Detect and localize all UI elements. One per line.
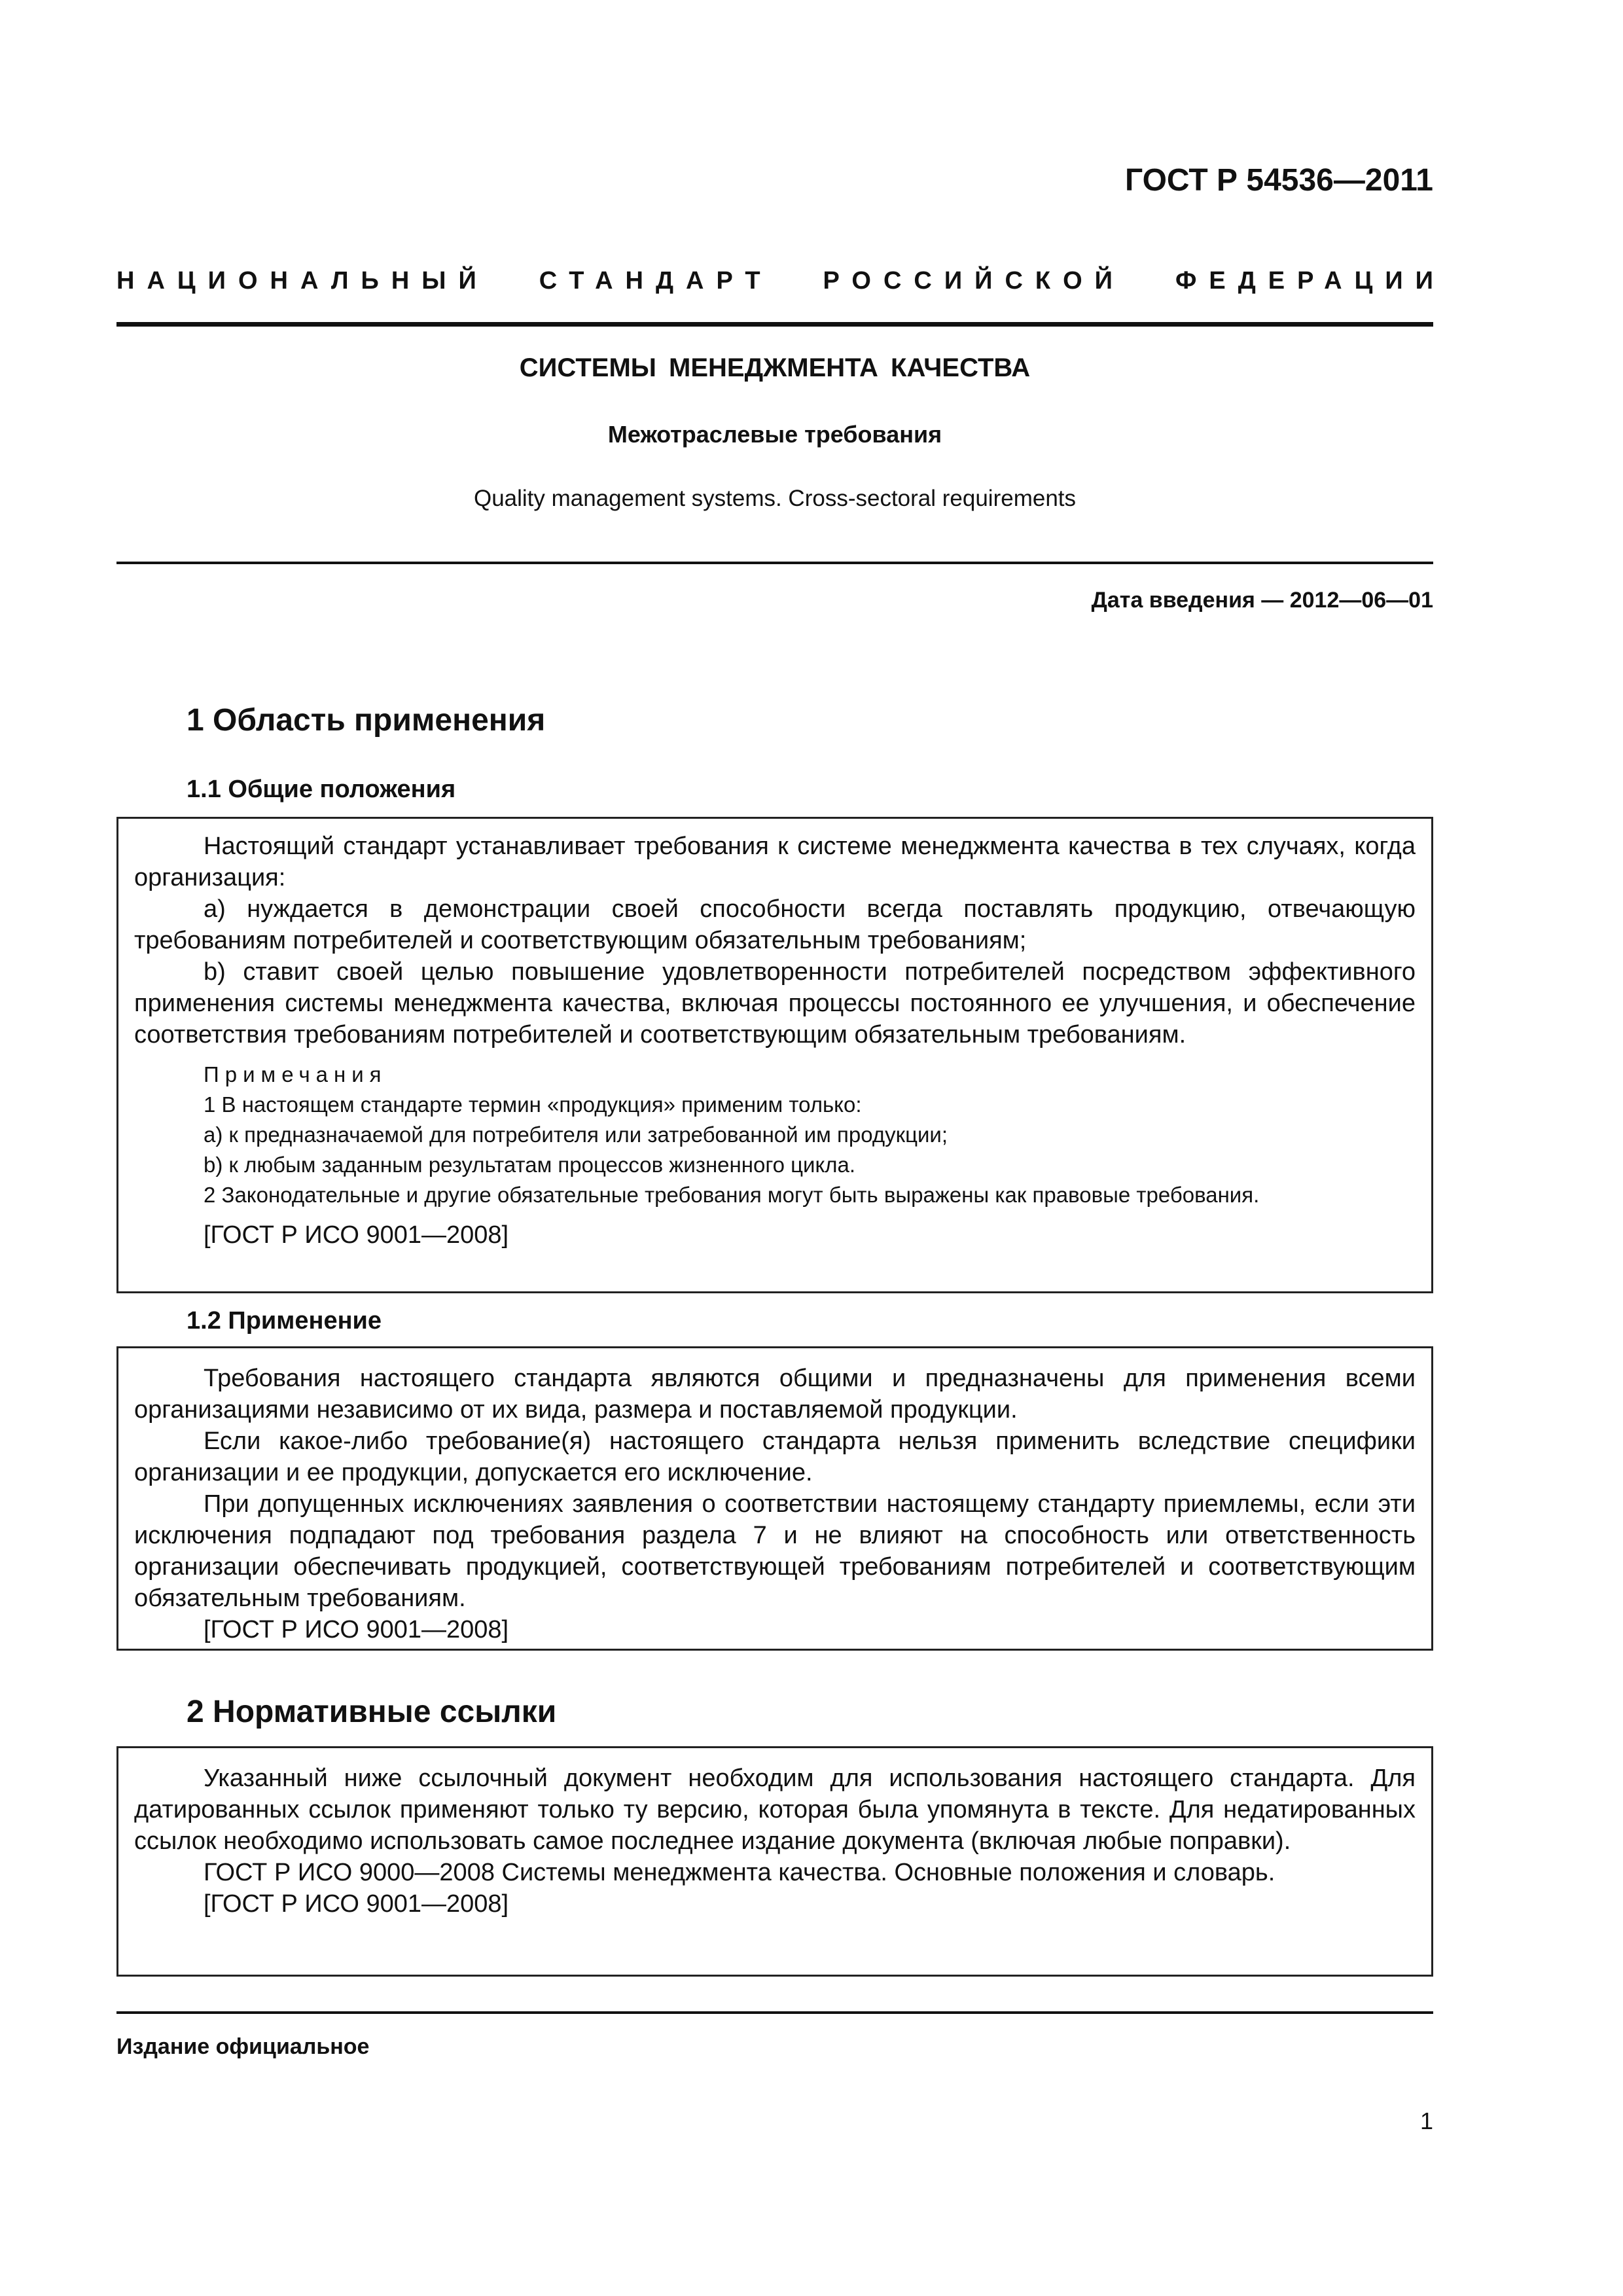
official-edition-label: Издание официальное [116,2034,370,2059]
paragraph: При допущенных исключениях заявления о соответствии настоящему стандарту приемлемы, если эти исключения подпадают под требования раздела 7 и не влияют на способность или ответственность организации обеспечивать продукцией, соответствующей требованиям потребителей и соответствующим обязательным требованиям. [134,1490,1416,1612]
national-word: НАЦИОНАЛЬНЫЙ [116,267,489,295]
national-word: ФЕДЕРАЦИИ [1175,267,1446,295]
subsection-heading: 1.2 Применение [187,1307,382,1335]
note-item: 1 В настоящем стандарте термин «продукция» применим только: [204,1092,862,1117]
general-provisions-box [116,817,1433,1293]
source-reference: [ГОСТ Р ИСО 9001—2008] [204,1890,509,1918]
note-item: 2 Законодательные и другие обязательные требования могут быть выражены как правовые требования. [204,1183,1260,1207]
notes-title: Примечания [204,1062,387,1086]
standard-number: ГОСТ Р 54536—2011 [1125,163,1433,198]
note-item: a) к предназначаемой для потребителя или затребованной им продукции; [204,1122,948,1147]
subsection-heading: 1.1 Общие положения [187,776,456,803]
document-title: СИСТЕМЫ МЕНЕДЖМЕНТА КАЧЕСТВА [519,353,1031,382]
page-number: 1 [1419,2108,1433,2134]
national-standard-line [116,267,1446,295]
paragraph: Указанный ниже ссылочный документ необходим для использования настоящего стандарта. Для датированных ссылок применяют только ту версию, которая была упомянута в тексте. Для недатированных ссылок необходимо использовать самое последнее издание документа (включая любые поправки). [134,1765,1416,1855]
notes-block [134,1060,1416,1210]
paragraph: Требования настоящего стандарта являются общими и предназначены для применения всеми организациями независимо от их вида, размера и поставляемой продукции. [134,1365,1416,1424]
section-heading: 2 Нормативные ссылки [187,1695,557,1729]
paragraph: Настоящий стандарт устанавливает требования к системе менеджмента качества в тех случаях, когда организация: [134,833,1416,891]
source-reference: [ГОСТ Р ИСО 9001—2008] [204,1616,509,1643]
introduction-date: Дата введения — 2012—06—01 [1091,588,1433,613]
footer-rule [116,2011,1433,2014]
application-box [116,1346,1433,1651]
document-subtitle: Межотраслевые требования [607,421,942,448]
paragraph: b) ставит своей целью повышение удовлетворенности потребителей посредством эффективного применения системы менеджмента качества, включая процессы постоянного ее улучшения, и обеспечение соответствия требованиям потребителей и соответствующим обязательным требованиям. [134,958,1416,1049]
normative-references-box [116,1746,1433,1977]
title-rule [116,562,1433,564]
paragraph: ГОСТ Р ИСО 9000—2008 Системы менеджмента качества. Основные положения и словарь. [204,1859,1275,1886]
source-reference: [ГОСТ Р ИСО 9001—2008] [204,1221,509,1249]
note-item: b) к любым заданным результатам процессов жизненного цикла. [204,1153,856,1177]
section-heading: 1 Область применения [187,703,546,738]
national-word: РОССИЙСКОЙ [823,267,1125,295]
paragraph: Если какое-либо требование(я) настоящего стандарта нельзя применить вследствие специфики организации и ее продукции, допускается его исключение. [134,1427,1416,1486]
header-rule [116,322,1433,327]
national-word: СТАНДАРТ [539,267,773,295]
document-title-english: Quality management systems. Cross-sectoral requirements [473,486,1077,511]
paragraph: a) нуждается в демонстрации своей способности всегда поставлять продукцию, отвечающую требованиям потребителей и соответствующим обязательным требованиям; [134,895,1416,954]
